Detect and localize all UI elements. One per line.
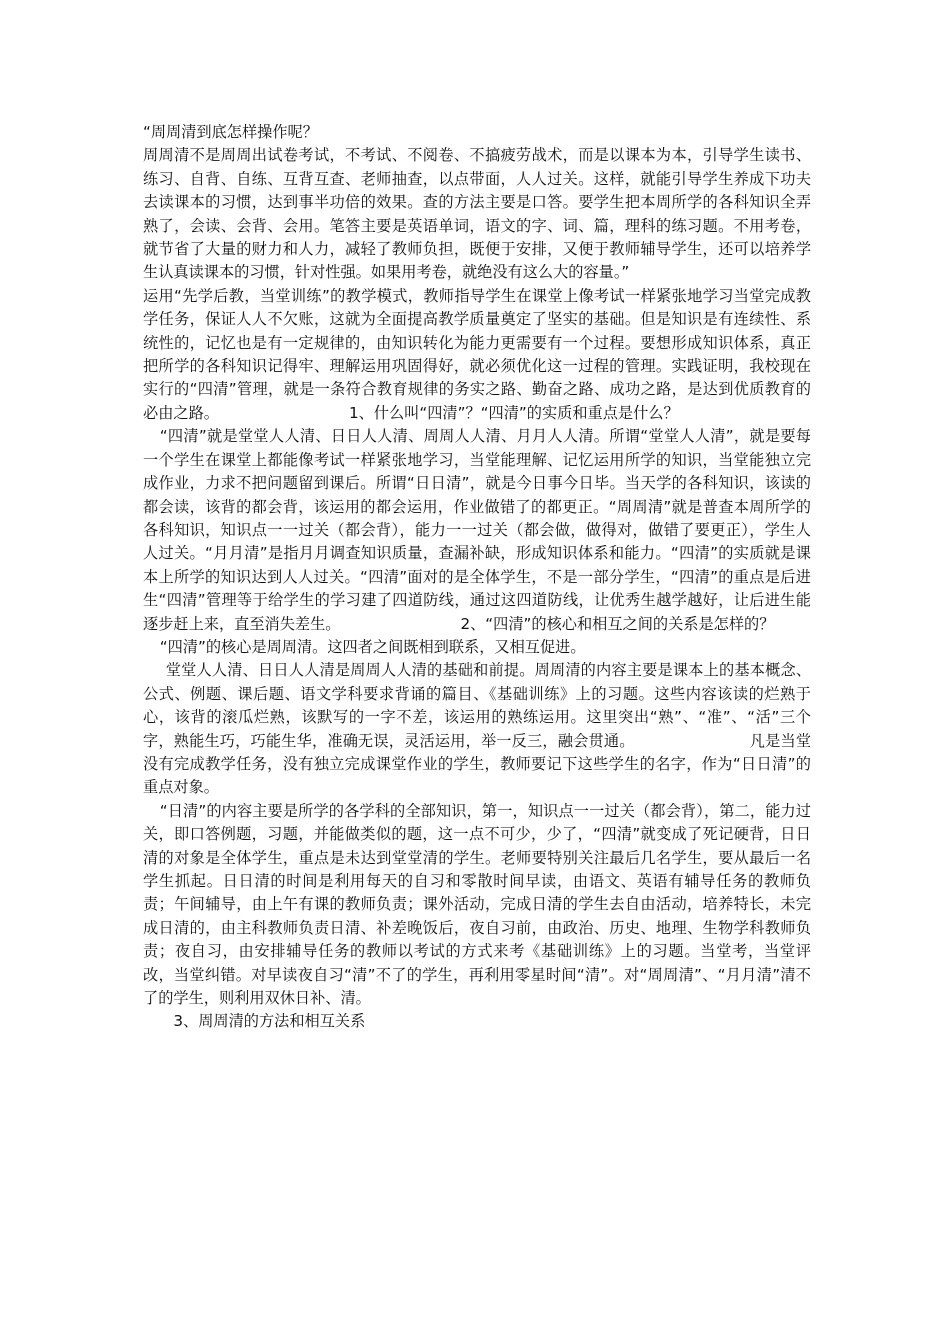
document-body — [143, 121, 811, 1034]
heading-2: 2、“四清”的核心和相互之间的关系是怎样的？ — [460, 614, 775, 633]
paragraph-core: “四清”的核心是周周清。这四者之间既相到联系，又相互促进。 — [159, 637, 586, 656]
heading-3: 3、周周清的方法和相互关系 — [173, 1012, 366, 1031]
heading-1: 1、什么叫“四清”？“四清”的实质和重点是什么？ — [348, 403, 679, 422]
paragraph-siqing-definition — [143, 425, 811, 636]
paragraph-siqing-text: “四清”就是堂堂人人清、日日人人清、周周人人清、月月人人清。所谓“堂堂人人清”，就是要每一个学生在课堂上都能像考试一样紧张地学习，当堂能理解、记忆运用所学的知识，当堂能独立完成作业，力求不把问题留到课后。所谓“日日清”，就是今日事今日毕。当天学的各科知识，该读的都会读，该背的都会背，该运用的都会运用，作业做错了的都更正。“周周清”就是普查本周所学的各科知识，知识点一一过关（都会背），能力一一过关（都会做，做得对，做错了要更正），学生人人过关。“月月清”是指月月调查知识质量，查漏补缺，形成知识体系和能力。“四清”的实质就是课本上所学的知识达到人人过关。“四清”面对的是全体学生，不是一部分学生，“四清”的重点是后进生“四清”管理等于给学生的学习建了四道防线，通过这四道防线，让优秀生越学越好，让后进生能逐步赶上来，直至消失差生。 — [143, 427, 811, 633]
paragraph-answer: 周周清不是周周出试卷考试，不考试、不阅卷、不搞疲劳战术，而是以课本为本，引导学生读书、练习、自背、自练、互背互查、老师抽查，以点带面，人人过关。这样，就能引导学生养成下功夫去读课本的习惯，达到事半功倍的效果。查的方法主要是口答。要学生把本周所学的各科知识全弄熟了，会读、会背、会用。笔答主要是英语单词，语文的字、词、篇，理科的练习题。不用考卷，就节省了大量的财力和人力，减轻了教师负担，既便于安排，又便于教师辅导学生，还可以培养学生认真读课本的习惯，针对性强。如果用考卷，就绝没有这么大的容量。” — [143, 146, 811, 282]
question-title: “周周清到底怎样操作呢？ — [143, 123, 318, 141]
paragraph-teaching-mode — [143, 285, 811, 425]
paragraph-basis-text: 堂堂人人清、日日人人清是周周人人清的基础和前提。周周清的内容主要是课本上的基本概念、公式、例题、课后题、语文学科要求背诵的篇目、《基础训练》上的习题。这些内容该读的烂熟于心，该背的滚瓜烂熟，该默写的一字不差，该运用的熟练运用。这里突出“熟”、“准”、“活”三个字，熟能生巧，巧能生华，准确无误，灵活运用，举一反三，融会贯通。 — [143, 661, 811, 750]
paragraph-basis — [143, 659, 811, 799]
paragraph-teaching-mode-text: 运用“先学后教，当堂训练”的教学模式，教师指导学生在课堂上像考试一样紧张地学习当堂完成教学任务，保证人人不欠账，这就为全面提高教学质量奠定了坚实的基础。但是知识是有连续性、系统性的，记忆也是有一定规律的，由知识转化为能力更需要有一个过程。要想形成知识体系，真正把所学的各科知识记得牢、理解运用巩固得好，就必须优化这一过程的管理。实践证明，我校现在实行的“四清”管理，就是一条符合教育规律的务实之路、勤奋之路、成功之路，是达到优质教育的必由之路。 — [143, 286, 811, 422]
paragraph-basis-tail: 凡是当堂没有完成教学任务，没有独立完成课堂作业的学生，教师要记下这些学生的名字，作为“日日清”的重点对象。 — [143, 731, 812, 797]
paragraph-daily: “日清”的内容主要是所学的各学科的全部知识，第一，知识点一一过关（都会背），第二，能力过关，即口答例题，习题，并能做类似的题，这一点不可少，少了，“四清”就变成了死记硬背，日日清的对象是全体学生，重点是未达到堂堂清的学生。老师要特别关注最后几名学生，要从最后一名学生抓起。日日清的时间是利用每天的自习和零散时间早读，由语文、英语有辅导任务的教师负责；午间辅导，由上午有课的教师负责；课外活动，完成日清的学生去自由活动，培养特长，未完成日清的，由主科教师负责日清、补差晚饭后，夜自习前，由政治、历史、地理、生物学科教师负责；夜自习，由安排辅导任务的教师以考试的方式来考《基础训练》上的习题。当堂考，当堂评改，当堂纠错。对早读夜自习“清”不了的学生，再利用零星时间“清”。对“周周清”、“月月清”清不了的学生，则利用双休日补、清。 — [143, 801, 811, 1008]
